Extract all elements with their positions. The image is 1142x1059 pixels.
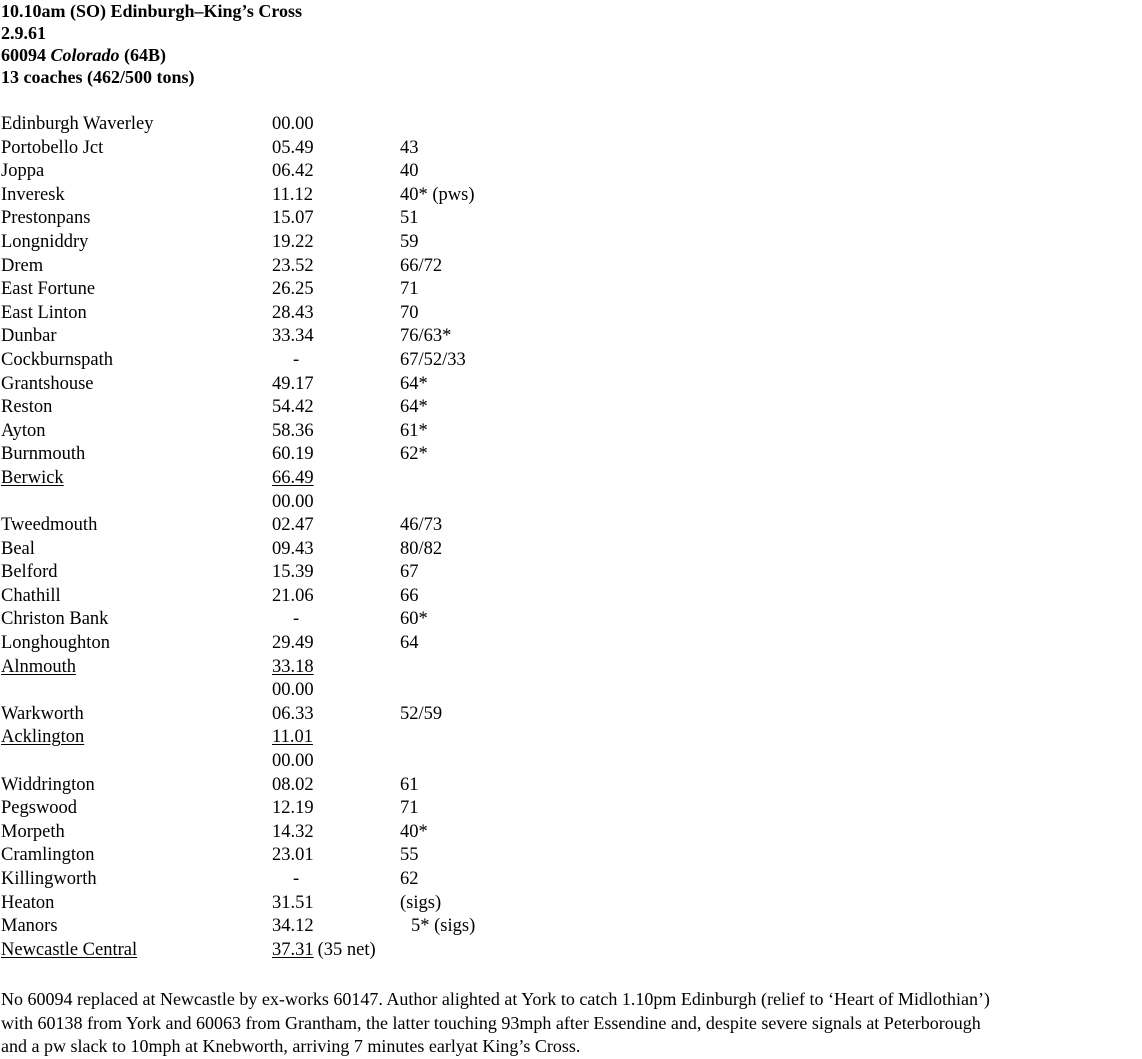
speed-value: 62* (400, 444, 428, 465)
speed-value: 71 (400, 798, 419, 819)
time-value: 54.42 (272, 397, 314, 418)
log-row (1, 207, 1141, 231)
footnote-line: No 60094 replaced at Newcastle by ex-works 60147. Author alighted at York to catch 1.10pm Edinburgh (relief to ‘Heart of Midlothian’) (1, 989, 990, 1009)
time-value: 06.33 (272, 703, 314, 724)
time-cell (272, 231, 314, 255)
time-value: 00.00 (272, 751, 314, 772)
log-row (1, 184, 1141, 208)
log-row (1, 868, 1141, 892)
speed-value: 40 (400, 161, 419, 182)
speed-value: 52/59 (400, 703, 443, 724)
time-cell (272, 939, 376, 963)
loco-name: Colorado (50, 45, 120, 65)
time-cell (293, 349, 299, 373)
speed-value: 64 (400, 633, 419, 654)
time-cell (272, 538, 314, 562)
speed-value: 67/52/33 (400, 349, 466, 370)
time-cell (272, 821, 314, 845)
log-row (1, 325, 1141, 349)
time-value: 15.07 (272, 208, 314, 229)
log-row (1, 538, 1141, 562)
time-cell (272, 726, 313, 750)
station-name: Dunbar (1, 326, 57, 347)
time-value: 08.02 (272, 774, 314, 795)
station-name: Ayton (1, 420, 46, 441)
log-row (1, 821, 1141, 845)
run-date: 2.9.61 (1, 23, 46, 43)
station-name: East Fortune (1, 279, 96, 300)
speed-value: 67 (400, 562, 419, 583)
time-cell (272, 396, 314, 420)
time-value: 37.31 (272, 939, 314, 960)
time-value: 00.00 (272, 491, 314, 512)
log-row (1, 113, 1141, 137)
speed-value: 80/82 (400, 538, 443, 559)
time-cell (272, 844, 314, 868)
time-cell (272, 278, 314, 302)
time-value: 06.42 (272, 161, 314, 182)
time-value: 21.06 (272, 585, 314, 606)
time-value: 31.51 (272, 892, 314, 913)
time-value: - (293, 609, 300, 630)
speed-value: 62 (400, 869, 419, 889)
station-name: Belford (1, 562, 58, 583)
time-value: 02.47 (272, 515, 314, 536)
station-name: Berwick (1, 467, 64, 488)
log-row (1, 278, 1141, 302)
station-name: Morpeth (1, 821, 65, 842)
time-cell (272, 443, 314, 467)
time-value: 14.32 (272, 821, 314, 842)
footnote-line: with 60138 from York and 60063 from Grantham, the latter touching 93mph after Essendine and, despite severe signals at Peterborough (1, 1012, 981, 1033)
time-cell (272, 774, 314, 798)
station-name: Widdrington (1, 774, 95, 795)
time-cell (272, 679, 314, 703)
station-name: Beal (1, 538, 35, 559)
speed-value: 5* (sigs) (411, 916, 476, 937)
time-value: 33.34 (272, 326, 314, 347)
time-cell (272, 184, 313, 208)
time-cell (272, 137, 314, 161)
loco-shed: (64B) (124, 45, 167, 65)
time-cell (272, 514, 314, 538)
net-time-note: (35 net) (317, 939, 376, 960)
time-value: 19.22 (272, 231, 314, 252)
time-value: 11.01 (272, 727, 313, 748)
speed-value: 59 (400, 231, 419, 252)
time-cell (272, 302, 314, 326)
speed-value: 66/72 (400, 255, 443, 276)
speed-value: 43 (400, 137, 419, 158)
log-row (1, 656, 1141, 680)
speed-value: 61 (400, 774, 419, 795)
station-name: Alnmouth (1, 656, 77, 677)
speed-value: 66 (400, 585, 419, 606)
time-value: 12.19 (272, 798, 314, 819)
time-value: 15.39 (272, 562, 314, 583)
log-row (1, 514, 1141, 538)
station-name: Chathill (1, 585, 61, 606)
time-cell (293, 868, 299, 892)
station-name: Burnmouth (1, 444, 86, 465)
station-name: Longhoughton (1, 633, 110, 654)
log-row (1, 231, 1141, 255)
time-cell (272, 420, 314, 444)
log-row (1, 373, 1141, 397)
station-name: Longniddry (1, 231, 89, 252)
time-cell (272, 632, 314, 656)
speed-value: 61* (400, 420, 428, 441)
time-cell (272, 255, 314, 279)
speed-value: (sigs) (400, 892, 442, 913)
station-name: Killingworth (1, 869, 97, 889)
log-row (1, 726, 1141, 750)
time-cell (272, 373, 314, 397)
log-row (1, 585, 1141, 609)
time-cell (272, 915, 314, 939)
log-row (1, 160, 1141, 184)
time-cell (272, 113, 314, 137)
time-cell (272, 750, 314, 774)
station-name: Acklington (1, 727, 85, 748)
log-row (1, 349, 1141, 373)
speed-value: 55 (400, 845, 419, 866)
time-value: 23.52 (272, 255, 314, 276)
time-cell (272, 656, 314, 680)
locomotive-line (1, 44, 1141, 66)
station-name: Inveresk (1, 184, 65, 205)
speed-value: 46/73 (400, 515, 443, 536)
time-cell (272, 207, 314, 231)
time-value: 29.49 (272, 633, 314, 654)
speed-value: 76/63* (400, 326, 452, 347)
station-name: Drem (1, 255, 44, 276)
speed-value: 64* (400, 373, 428, 394)
speed-value: 40* (pws) (400, 184, 475, 205)
time-value: 00.00 (272, 114, 314, 134)
time-cell (272, 491, 314, 515)
loco-number: 60094 (1, 45, 46, 65)
log-row (1, 608, 1141, 632)
station-name: Portobello Jct (1, 137, 104, 158)
service-title: 10.10am (SO) Edinburgh–King’s Cross (1, 1, 303, 21)
speed-value: 40* (400, 821, 428, 842)
time-value: 05.49 (272, 137, 314, 158)
time-value: 66.49 (272, 467, 314, 488)
time-cell (272, 561, 314, 585)
time-cell (272, 797, 314, 821)
time-cell (272, 160, 314, 184)
station-name: Joppa (1, 161, 45, 182)
log-row (1, 491, 1141, 515)
log-row (1, 774, 1141, 798)
time-cell (272, 585, 314, 609)
log-row (1, 797, 1141, 821)
log-row (1, 443, 1141, 467)
log-row (1, 703, 1141, 727)
log-row (1, 467, 1141, 491)
footnote-line: and a pw slack to 10mph at Knebworth, arriving 7 minutes earlyat King’s Cross. (1, 1036, 581, 1056)
station-name: Reston (1, 397, 53, 418)
log-row (1, 561, 1141, 585)
log-row (1, 750, 1141, 774)
station-name: Pegswood (1, 798, 78, 819)
log-row (1, 137, 1141, 161)
speed-value: 70 (400, 302, 419, 323)
log-row (1, 679, 1141, 703)
log-row (1, 915, 1141, 939)
time-value: 11.12 (272, 184, 313, 205)
run-header (1, 0, 1141, 88)
log-document (1, 0, 1141, 962)
log-row (1, 302, 1141, 326)
station-name: Cockburnspath (1, 349, 114, 370)
station-name: Cramlington (1, 845, 95, 866)
station-name: Tweedmouth (1, 515, 98, 536)
time-cell (272, 703, 314, 727)
time-value: 23.01 (272, 845, 314, 866)
speed-value: 64* (400, 397, 428, 418)
time-value: 00.00 (272, 680, 314, 701)
time-cell (293, 608, 299, 632)
train-load: 13 coaches (462/500 tons) (1, 67, 195, 87)
station-name: Christon Bank (1, 609, 109, 630)
time-value: 34.12 (272, 916, 314, 937)
station-name: Prestonpans (1, 208, 91, 229)
station-name: Manors (1, 916, 58, 937)
log-row (1, 892, 1141, 916)
footnote-paragraph (1, 988, 1141, 1059)
time-value: 58.36 (272, 420, 314, 441)
time-value: 09.43 (272, 538, 314, 559)
station-name: Heaton (1, 892, 55, 913)
speed-value: 71 (400, 279, 419, 300)
time-cell (272, 892, 314, 916)
log-row (1, 939, 1141, 963)
time-value: 28.43 (272, 302, 314, 323)
time-cell (272, 467, 314, 491)
station-name: Warkworth (1, 703, 84, 724)
station-name: East Linton (1, 302, 87, 323)
time-value: - (293, 349, 300, 370)
station-name: Newcastle Central (1, 939, 138, 960)
time-cell (272, 325, 314, 349)
log-row (1, 844, 1141, 868)
speed-value: 51 (400, 208, 419, 229)
log-row (1, 420, 1141, 444)
station-name: Edinburgh Waverley (1, 114, 154, 134)
log-row (1, 632, 1141, 656)
time-value: 49.17 (272, 373, 314, 394)
speed-value: 60* (400, 609, 428, 630)
station-name: Grantshouse (1, 373, 94, 394)
time-value: 60.19 (272, 444, 314, 465)
log-row (1, 255, 1141, 279)
time-value: 26.25 (272, 279, 314, 300)
time-value: 33.18 (272, 656, 314, 677)
timing-log-table (1, 113, 1141, 962)
time-value: - (293, 869, 300, 889)
log-row (1, 396, 1141, 420)
